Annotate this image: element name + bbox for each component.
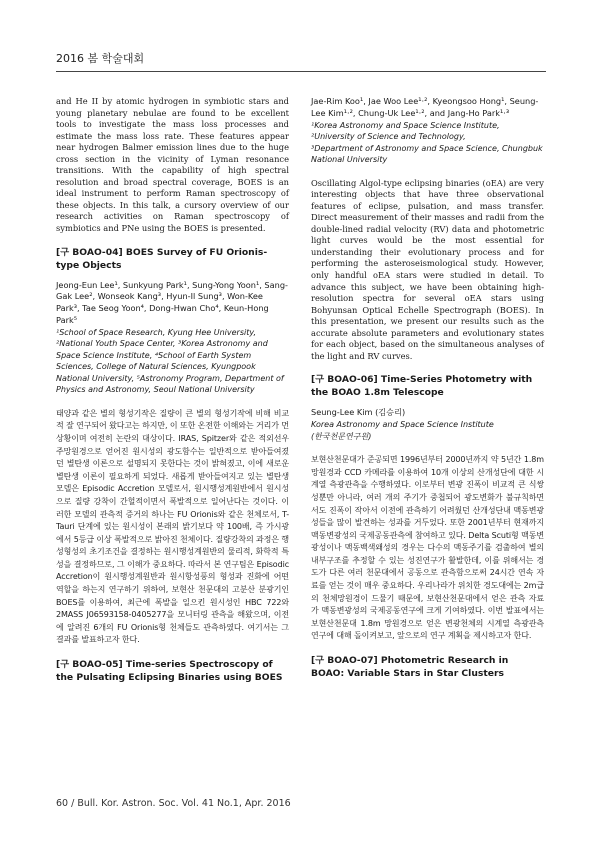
affiliation-line: (한국천문연구원) <box>311 431 372 441</box>
header-rule <box>56 71 546 72</box>
affiliation-line: ³Department of Astronomy and Space Science, Chungbuk National University <box>311 143 543 165</box>
affiliation-line: ²National Youth Space Center, ³Korea Astronomy and Space Science Institute, ⁴School of Earth System Sciences, College of Natural Sciences, Kyungpook National University, ⁵Astronomy Program, Department of Physics and Astronomy, Seoul National University <box>56 339 284 395</box>
abstract-boao-04: 태양과 같은 별의 형성기작은 질량이 큰 별의 형성기작에 비해 비교적 잘 연구되어 왔다고는 하지만, 이 또한 온전한 이해와는 거리가 먼 상황이며 여전히 논란의 대상이다. IRAS, Spitzer와 같은 적외선우주망원경으로 얻어진 원시성의 광도함수는 일반적으로 받아들여졌던 별탄생 이론으로 설명되지 못한다는 것이 밝혀졌고, 이에 새로운 별탄생 이론이 필요하게 되었다. 새롭게 받아들여지고 있는 별탄생 모델은 Episodic Accretion 모델로서, 원시행성계원반에서 원시성으로 질량 강착이 간헐적이면서 폭발적으로 일어난다는 것이다. 이러한 모델의 관측적 증거의 하나는 FU Orionis와 같은 천체로서, T-Tauri 단계에 있는 원시성이 본래의 밝기보다 약 100배, 즉 가시광에서 5등급 이상 폭발적으로 밝아진 천체이다. 질량강착의 과정은 행성형성의 초기조건을 결정하는 원시행성계원반의 물리적, 화학적 특성을 결정하므로, 그 이해가 중요하다. 따라서 본 연구팀은 Episodic Accretion이 원시행성계원반과 원시항성풍의 형성과 진화에 어떤 역할을 하는지 연구하기 위하여, 보현산 천문대의 고분산 분광기인 BOES를 이용하여, 최근에 폭발을 일으킨 원시성인 HBC 722와 2MASS J06593158-0405277을 모니터링 관측을 해왔으며, 이전에 알려진 6개의 FU Orionis형 천체들도 관측하였다. 여기서는 그 결과를 발표하고자 한다. <box>56 408 289 645</box>
abstract-boao-05: Oscillating Algol-type eclipsing binaries (oEA) are very interesting objects that have three observational features of eclipse, pulsation, and mass transfer. Direct measurement of their masses and radii from the double-lined radial velocity (RV) data and photometric light curves would be the most essential for understanding their evolutionary process and for performing the asteroseismological study. However, only handful oEA stars were studied in detail. To advance this subject, we have been obtaining high-resolution spectra for several oEA stars using Bohyunsan Optical Echelle Spectrograph (BOES). In this presentation, we present our results such as the accurate absolute parameters and evolutionary states for each object, based on the simultaneous analyses of the light and RV curves. <box>311 177 544 361</box>
authors-boao-06: Seung-Lee Kim (김승리) <box>311 407 406 418</box>
right-column <box>311 96 544 688</box>
affiliations-boao-05 <box>311 120 544 166</box>
left-column <box>56 96 289 692</box>
affiliation-line: ²University of Science and Technology, <box>311 132 466 142</box>
affiliation-line: Korea Astronomy and Space Science Institute <box>311 420 494 430</box>
authors-boao-05: Jae-Rim Koo¹, Jae Woo Lee¹·², Kyeongsoo Hong¹, Seung-Lee Kim¹·², Chung-Uk Lee¹·², and Jang-Ho Park¹·³ <box>311 96 539 118</box>
affiliations-boao-04 <box>56 327 289 396</box>
section-title-boao-06: [구 BOAO-06] Time-Series Photometry with the BOAO 1.8m Telescope <box>311 374 533 399</box>
section-title-boao-04: [구 BOAO-04] BOES Survey of FU Orionis-type Objects <box>56 246 268 271</box>
section-title-boao-05: [구 BOAO-05] Time-series Spectroscopy of the Pulsating Eclipsing Binaries using BOES <box>56 659 283 684</box>
affiliations-boao-06 <box>311 419 544 442</box>
section-title-boao-07: [구 BOAO-07] Photometric Research in BOAO: Variable Stars in Star Clusters <box>311 655 509 680</box>
abstract-boao-06: 보현산천문대가 준공되면 1996년부터 2000년까지 약 5년간 1.8m 망원경과 CCD 카메라를 이용하여 10개 이상의 산개성단에 대한 시계열 측광관측을 수행하였다. 이로부터 변광 진폭이 비교적 큰 식쌍성뿐만 아니라, 여러 개의 주기가 중첩되어 광도변화가 불규칙하면서도 진폭이 작아서 이전에 관측하기 어려웠던 산개성단내 맥동변광성들을 많이 발견하는 성과를 거두었다. 또한 2001년부터 현재까지 맥동변광성의 국제공동관측에 참여하고 있다. Delta Scuti형 맥동변광성이나 맥동백색왜성의 경우는 다수의 맥동주기를 검출하여 별의 내부구조를 추정할 수 있는 성진연구가 활발한데, 이를 위해서는 경도가 다른 여러 천문대에서 공동으로 관측함으로써 24시간 연속 자료를 얻는 것이 매우 중요하다. 우리나라가 위치한 경도대에는 2m급의 천체망원경이 드물기 때문에, 보현산천문대에서 얻은 관측 자료가 맥동변광성의 국제공동연구에 크게 기여하였다. 이번 발표에서는 보현산천문대 1.8m 망원경으로 얻은 변광천체의 시계열 측광관측 연구에 대해 돌이켜보고, 앞으로의 연구 계획을 제시하고자 한다. <box>311 455 544 641</box>
affiliation-line: ¹School of Space Research, Kyung Hee University, <box>56 327 257 337</box>
intro-paragraph: and He II by atomic hydrogen in symbiotic stars and young planetary nebulae are found to be excellent tools to investigate the mass loss processes and estimate the mass loss rate. These features appear near hydrogen Balmer emission lines due to the huge cross section in the vicinity of Lyman resonance transitions. With the capability of high spectral resolution and broad spectral coverage, BOES is an ideal instrument to perform Raman spectroscopy of these objects. In this talk, a cursory overview of our research activities on Raman spectroscopy of symbiotics and PNe using the BOES is presented. <box>56 96 289 234</box>
affiliation-line: ¹Korea Astronomy and Space Science Institute, <box>311 120 500 130</box>
running-header: 2016 봄 학술대회 <box>56 52 145 65</box>
page-footer: 60 / Bull. Kor. Astron. Soc. Vol. 41 No.1, Apr. 2016 <box>56 798 291 809</box>
authors-boao-04: Jeong-Eun Lee¹, Sunkyung Park¹, Sung-Yong Yoon¹, Sang-Gak Lee², Wonseok Kang³, Hyun-Il Sung³, Won-Kee Park³, Tae Seog Yoon⁴, Dong-Hwan Cho⁴, Keun-Hong Park⁵ <box>56 279 288 325</box>
